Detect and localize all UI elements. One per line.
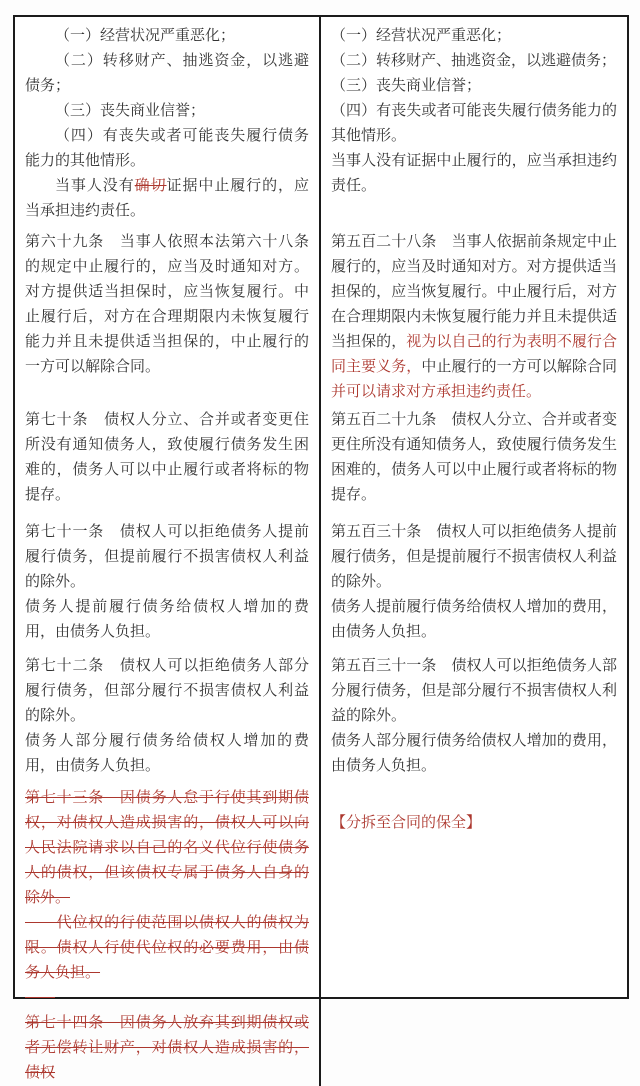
paragraph bbox=[25, 230, 309, 380]
text-segment: （二）转移财产、抽逃资金，以逃避债务； bbox=[331, 53, 617, 69]
paragraph bbox=[331, 24, 617, 49]
paragraph bbox=[331, 654, 617, 729]
text-segment: 第六十九条 当事人依照本法第六十八条的规定中止履行的，应当及时通知对方。对方提供适当担保时，应当恢复履行。中止履行后，对方在合理期限内未恢复履行能力并且未提供适当担保的，中止履行的一方可以解除合同。 bbox=[25, 234, 309, 375]
paragraph bbox=[25, 1011, 309, 1086]
paragraph bbox=[25, 654, 309, 729]
text-segment: 中止履行的一方可以解除合同 bbox=[421, 359, 617, 375]
table-cell-right-row5 bbox=[321, 779, 627, 1086]
text-segment: 当事人没有证据中止履行的，应当承担违约责任。 bbox=[331, 153, 617, 194]
table-cell-right-row4 bbox=[321, 647, 627, 779]
deleted-text-segment: 代位权的行使范围以债权人的债权为限。债权人行使代位权的必要费用，由债务人负担。 bbox=[25, 915, 309, 981]
text-segment: （一）经营状况严重恶化； bbox=[55, 28, 236, 44]
paragraph bbox=[331, 729, 617, 779]
text-segment: 第七十二条 债权人可以拒绝债务人部分履行债务，但部分履行不损害债权人利益的除外。 bbox=[25, 658, 309, 724]
table-cell-right-row1 bbox=[321, 223, 627, 401]
text-segment: 第五百三十条 债权人可以拒绝债务人提前履行债务，但是提前履行不损害债权人利益的除外。 bbox=[331, 524, 617, 590]
paragraph bbox=[25, 786, 309, 911]
table-cell-left-row3 bbox=[15, 513, 321, 647]
comparison-table bbox=[13, 15, 629, 1081]
table-cell-left-row5 bbox=[15, 779, 321, 1086]
paragraph bbox=[331, 49, 617, 74]
paragraph bbox=[25, 911, 309, 986]
text-segment: （三）丧失商业信誉； bbox=[55, 103, 206, 119]
table-cell-right-row2 bbox=[321, 401, 627, 513]
text-segment: 证据中止履行的，应当承担违约责任。 bbox=[25, 178, 309, 219]
paragraph bbox=[25, 99, 309, 124]
deleted-text-segment: 确切 bbox=[134, 178, 167, 194]
deleted-text-segment: 第七十三条 因债务人怠于行使其到期债权，对债权人造成损害的，债权人可以向人民法院请求以自己的名义代位行使债务人的债权，但该债权专属于债务人自身的除外。 bbox=[25, 790, 309, 906]
text-segment: 第五百二十九条 债权人分立、合并或者变更住所没有通知债务人，致使履行债务发生困难的，债务人可以中止履行或者将标的物提存。 bbox=[331, 412, 617, 503]
paragraph bbox=[331, 74, 617, 99]
added-text-segment: 【分拆至合同的保全】 bbox=[331, 815, 482, 831]
paragraph bbox=[331, 149, 617, 199]
text-segment: 第七十条 债权人分立、合并或者变更住所没有通知债务人，致使履行债务发生困难的，债务人可以中止履行或者将标的物提存。 bbox=[25, 412, 309, 503]
text-segment: （三）丧失商业信誉； bbox=[331, 78, 482, 94]
paragraph bbox=[25, 595, 309, 645]
text-segment: 第七十一条 债权人可以拒绝债务人提前履行债务，但提前履行不损害债权人利益的除外。 bbox=[25, 524, 309, 590]
paragraph bbox=[25, 174, 309, 224]
text-segment: 债务人部分履行债务给债权人增加的费用，由债务人负担。 bbox=[331, 733, 617, 774]
text-segment: 债务人部分履行债务给债权人增加的费用，由债务人负担。 bbox=[25, 733, 309, 774]
text-segment: 债务人提前履行债务给债权人增加的费用，由债务人负担。 bbox=[331, 599, 617, 640]
table-cell-left-row1 bbox=[15, 223, 321, 401]
paragraph bbox=[331, 408, 617, 508]
table-cell-left-row4 bbox=[15, 647, 321, 779]
text-segment: （四）有丧失或者可能丧失履行债务能力的其他情形。 bbox=[25, 128, 309, 169]
added-text-segment: 并可以请求对方承担违约责任。 bbox=[331, 384, 542, 400]
paragraph bbox=[25, 24, 309, 49]
text-segment: （四）有丧失或者可能丧失履行债务能力的其他情形。 bbox=[331, 103, 617, 144]
table-cell-right-row3 bbox=[321, 513, 627, 647]
text-segment: （二）转移财产、抽逃资金，以逃避债务； bbox=[25, 53, 309, 94]
paragraph bbox=[25, 729, 309, 779]
paragraph bbox=[331, 520, 617, 595]
deleted-text-segment: 第七十四条 因债务人放弃其到期债权或者无偿转让财产，对债权人造成损害的，债权 bbox=[25, 1015, 309, 1081]
paragraph bbox=[25, 520, 309, 595]
paragraph bbox=[331, 99, 617, 149]
paragraph bbox=[25, 986, 309, 1011]
table-cell-left-row2 bbox=[15, 401, 321, 513]
paragraph bbox=[331, 595, 617, 645]
text-segment: （一）经营状况严重恶化； bbox=[331, 28, 512, 44]
table-cell-left-row0 bbox=[15, 17, 321, 223]
paragraph bbox=[25, 49, 309, 99]
added-text-segment: 视为以自己的行为表明不履行合同主要义务， bbox=[331, 334, 617, 375]
text-segment: 第五百二十八条 当事人依据前条规定中止履行的，应当及时通知对方。对方提供适当担保的，应当恢复履行。中止履行后，对方在合理期限内未恢复履行能力并且未提供适当担保的， bbox=[331, 234, 617, 350]
text-segment: 第五百三十一条 债权人可以拒绝债务人部分履行债务，但是部分履行不损害债权人利益的除外。 bbox=[331, 658, 617, 724]
text-segment: 债务人提前履行债务给债权人增加的费用，由债务人负担。 bbox=[25, 599, 309, 640]
table-cell-right-row0 bbox=[321, 17, 627, 223]
paragraph bbox=[25, 408, 309, 508]
paragraph bbox=[331, 230, 617, 405]
text-segment: 当事人没有 bbox=[55, 178, 135, 194]
paragraph bbox=[25, 124, 309, 174]
deleted-text-segment bbox=[25, 990, 55, 1006]
paragraph bbox=[331, 811, 617, 836]
